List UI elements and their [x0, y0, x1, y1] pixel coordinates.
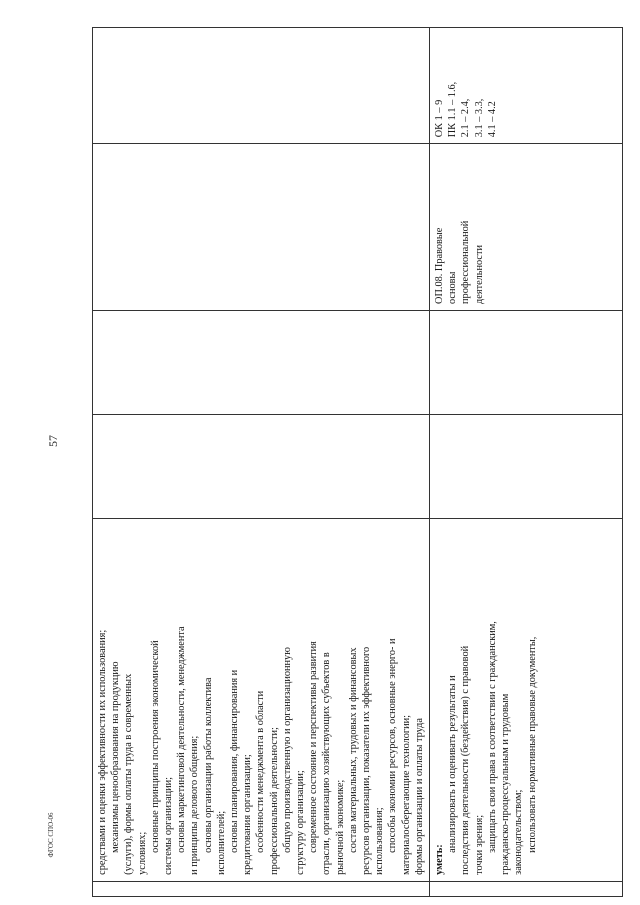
hours-cell-bottom-2	[430, 310, 623, 414]
skills-line: законодательством;	[513, 789, 525, 875]
competencies-cell-top	[93, 28, 430, 144]
knowledge-line: механизмы ценообразования на продукцию	[110, 661, 122, 853]
discipline-cell	[430, 144, 623, 311]
knowledge-line: условиях;	[136, 831, 148, 875]
competencies-list	[433, 34, 499, 137]
knowledge-line: и принципы делового общения;	[189, 735, 201, 875]
knowledge-line: отрасли, организацию хозяйствующих субъектов в	[321, 652, 333, 875]
curriculum-table	[92, 27, 623, 897]
table-row-bottom	[430, 28, 623, 897]
competency-line: ОК 1 – 9	[434, 99, 446, 138]
discipline-line: ОП.08. Правовые	[434, 227, 446, 304]
skills-line: анализировать и оценивать результаты и	[447, 675, 459, 853]
hours-cell-top-1	[93, 415, 430, 519]
knowledge-line: структуру организации;	[295, 770, 307, 875]
knowledge-line: ресурсов организации, показатели их эффективного	[361, 646, 373, 875]
skills-cell	[430, 519, 623, 882]
knowledge-line: материалосберегающие технологии;	[400, 715, 412, 875]
knowledge-line: средствами и оценки эффективности их использования;	[97, 629, 108, 875]
skills-list	[446, 525, 538, 875]
knowledge-line: состав материальных, трудовых и финансовых	[347, 647, 359, 853]
competency-line: ПК 1.1 – 1.6,	[447, 81, 459, 138]
knowledge-line: способы экономии ресурсов, основные энерго- и	[387, 638, 399, 853]
competencies-cell	[430, 28, 623, 144]
narrow-cell-bottom	[430, 881, 623, 896]
discipline-title	[433, 150, 486, 304]
discipline-line: деятельности	[473, 245, 485, 304]
knowledge-line: особенности менеджмента в области	[255, 690, 267, 853]
discipline-line: профессиональной	[460, 220, 472, 304]
knowledge-line: современное состояние и перспективы развития	[308, 641, 320, 853]
skills-line: гражданско-процессуальным и трудовым	[500, 693, 512, 875]
footer-code: ФГОС СПО-06	[47, 812, 55, 858]
narrow-cell-top	[93, 881, 430, 896]
knowledge-line: использования;	[374, 807, 386, 875]
skills-line: защищать свои права в соответствии с гражданским,	[486, 621, 498, 853]
discipline-line: основы	[447, 271, 459, 304]
table-row-top	[93, 28, 430, 897]
competency-line: 3.1 – 3.3,	[473, 98, 485, 138]
knowledge-line: системы организации;	[163, 776, 175, 875]
skills-line: использовать нормативные правовые документы,	[526, 636, 538, 853]
skills-line: последствия деятельности (бездействия) с правовой	[460, 645, 472, 875]
knowledge-line: профессиональной деятельности;	[268, 727, 280, 875]
knowledge-line: формы организации и оплаты труда	[413, 718, 425, 875]
knowledge-line: (услуги), формы оплаты труда в современных	[123, 673, 135, 875]
knowledge-line: основы организации работы коллектива	[202, 677, 214, 853]
competency-line: 2.1 – 2.4,	[460, 98, 472, 138]
rotated-page	[92, 27, 577, 897]
competency-line: 4.1 – 4.2	[486, 101, 498, 138]
skills-line: точки зрения;	[473, 814, 485, 875]
knowledge-line: общую производственную и организационную	[281, 647, 293, 853]
skills-heading: уметь:	[434, 844, 446, 875]
page-number: 57	[46, 435, 60, 447]
knowledge-list	[96, 525, 426, 875]
knowledge-line: основы маркетинговой деятельности, менеджмента	[176, 626, 188, 853]
knowledge-line: рыночной экономике;	[334, 779, 346, 875]
hours-cell-bottom-1	[430, 415, 623, 519]
knowledge-line: основные принципы построения экономической	[149, 640, 161, 853]
knowledge-line: основы планирования, финансирования и	[229, 669, 241, 853]
knowledge-line: исполнителей;	[215, 810, 227, 875]
discipline-cell-top	[93, 144, 430, 311]
knowledge-cell	[93, 519, 430, 882]
knowledge-line: кредитования организации;	[242, 754, 254, 875]
hours-cell-top-2	[93, 310, 430, 414]
